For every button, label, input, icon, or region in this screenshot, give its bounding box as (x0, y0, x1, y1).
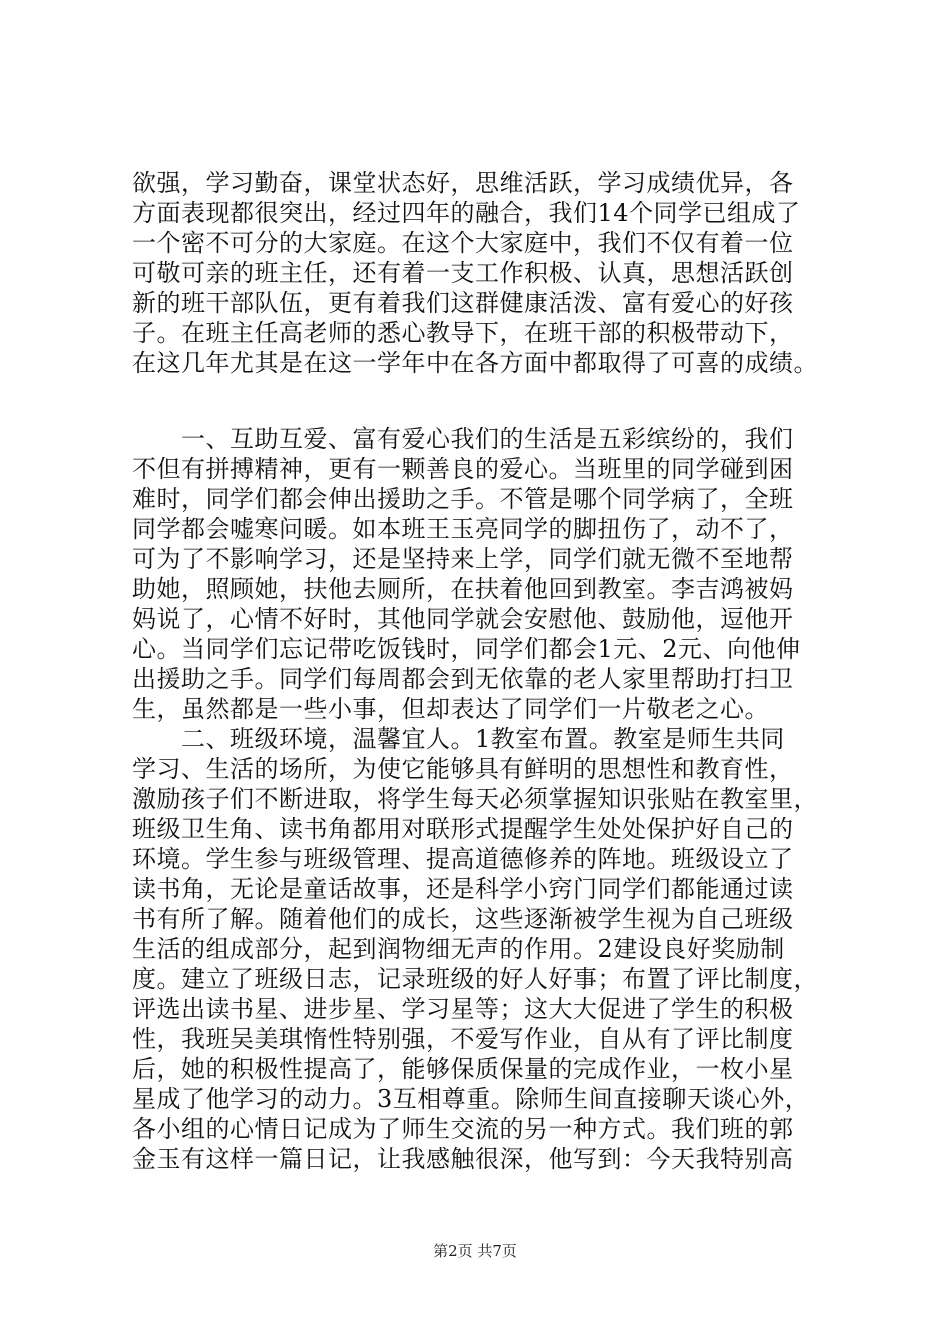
paragraph-1 (132, 168, 852, 378)
text-line: 助她，照顾她，扶他去厕所，在扶着他回到教室。李吉鸿被妈 (132, 575, 794, 603)
paragraph-3 (132, 724, 852, 1174)
text-line: 欲强，学习勤奋，课堂状态好，思维活跃，学习成绩优异，各 (132, 169, 794, 197)
text-line: 金玉有这样一篇日记，让我感触很深，他写到：今天我特别高 (132, 1145, 794, 1173)
text-line: 子。在班主任高老师的悉心教导下，在班干部的积极带动下， (132, 319, 794, 347)
text-line: 在这几年尤其是在这一学年中在各方面中都取得了可喜的成绩。 (132, 349, 818, 377)
paragraph-2 (132, 424, 852, 724)
text-line: 可敬可亲的班主任，还有着一支工作积极、认真，思想活跃创 (132, 259, 794, 287)
text-line: 可为了不影响学习，还是坚持来上学，同学们就无微不至地帮 (132, 545, 794, 573)
text-line: 班级卫生角、读书角都用对联形式提醒学生处处保护好自己的 (132, 815, 794, 843)
paragraph-spacer (132, 378, 852, 424)
text-line: 学习、生活的场所，为使它能够具有鲜明的思想性和教育性， (132, 755, 794, 783)
text-line: 激励孩子们不断进取，将学生每天必须掌握知识张贴在教室里， (132, 785, 818, 813)
text-line: 环境。学生参与班级管理、提高道德修养的阵地。班级设立了 (132, 845, 794, 873)
text-line: 同学都会嘘寒问暖。如本班王玉亮同学的脚扭伤了，动不了， (132, 515, 794, 543)
text-line: 书有所了解。随着他们的成长，这些逐渐被学生视为自己班级 (132, 905, 794, 933)
text-line: 读书角，无论是童话故事，还是科学小窍门同学们都能通过读 (132, 875, 794, 903)
page-number-footer: 第2页 共7页 (433, 1242, 517, 1260)
text-line: 二、班级环境，温馨宜人。1教室布置。教室是师生共同 (132, 725, 785, 753)
text-line: 不但有拼搏精神，更有一颗善良的爱心。当班里的同学碰到困 (132, 455, 794, 483)
text-line: 度。建立了班级日志，记录班级的好人好事；布置了评比制度， (132, 965, 818, 993)
text-line: 心。当同学们忘记带吃饭钱时，同学们都会1元、2元、向他伸 (132, 635, 801, 663)
text-line: 各小组的心情日记成为了师生交流的另一种方式。我们班的郭 (132, 1115, 794, 1143)
text-line: 一、互助互爱、富有爱心我们的生活是五彩缤纷的，我们 (132, 425, 794, 453)
text-line: 评选出读书星、进步星、学习星等；这大大促进了学生的积极 (132, 995, 794, 1023)
text-line: 难时，同学们都会伸出援助之手。不管是哪个同学病了，全班 (132, 485, 794, 513)
text-line: 生，虽然都是一些小事，但却表达了同学们一片敬老之心。 (132, 695, 769, 723)
text-line: 后，她的积极性提高了，能够保质保量的完成作业，一枚小星 (132, 1055, 794, 1083)
document-body (132, 168, 852, 1174)
text-line: 一个密不可分的大家庭。在这个大家庭中，我们不仅有着一位 (132, 229, 794, 257)
text-line: 生活的组成部分，起到润物细无声的作用。2建设良好奖励制 (132, 935, 785, 963)
text-line: 星成了他学习的动力。3互相尊重。除师生间直接聊天谈心外， (132, 1085, 810, 1113)
text-line: 妈说了，心情不好时，其他同学就会安慰他、鼓励他，逗他开 (132, 605, 794, 633)
text-line: 出援助之手。同学们每周都会到无依靠的老人家里帮助打扫卫 (132, 665, 794, 693)
text-line: 新的班干部队伍，更有着我们这群健康活泼、富有爱心的好孩 (132, 289, 794, 317)
text-line: 性，我班吴美琪惰性特别强，不爱写作业，自从有了评比制度 (132, 1025, 794, 1053)
text-line: 方面表现都很突出，经过四年的融合，我们14个同学已组成了 (132, 199, 801, 227)
